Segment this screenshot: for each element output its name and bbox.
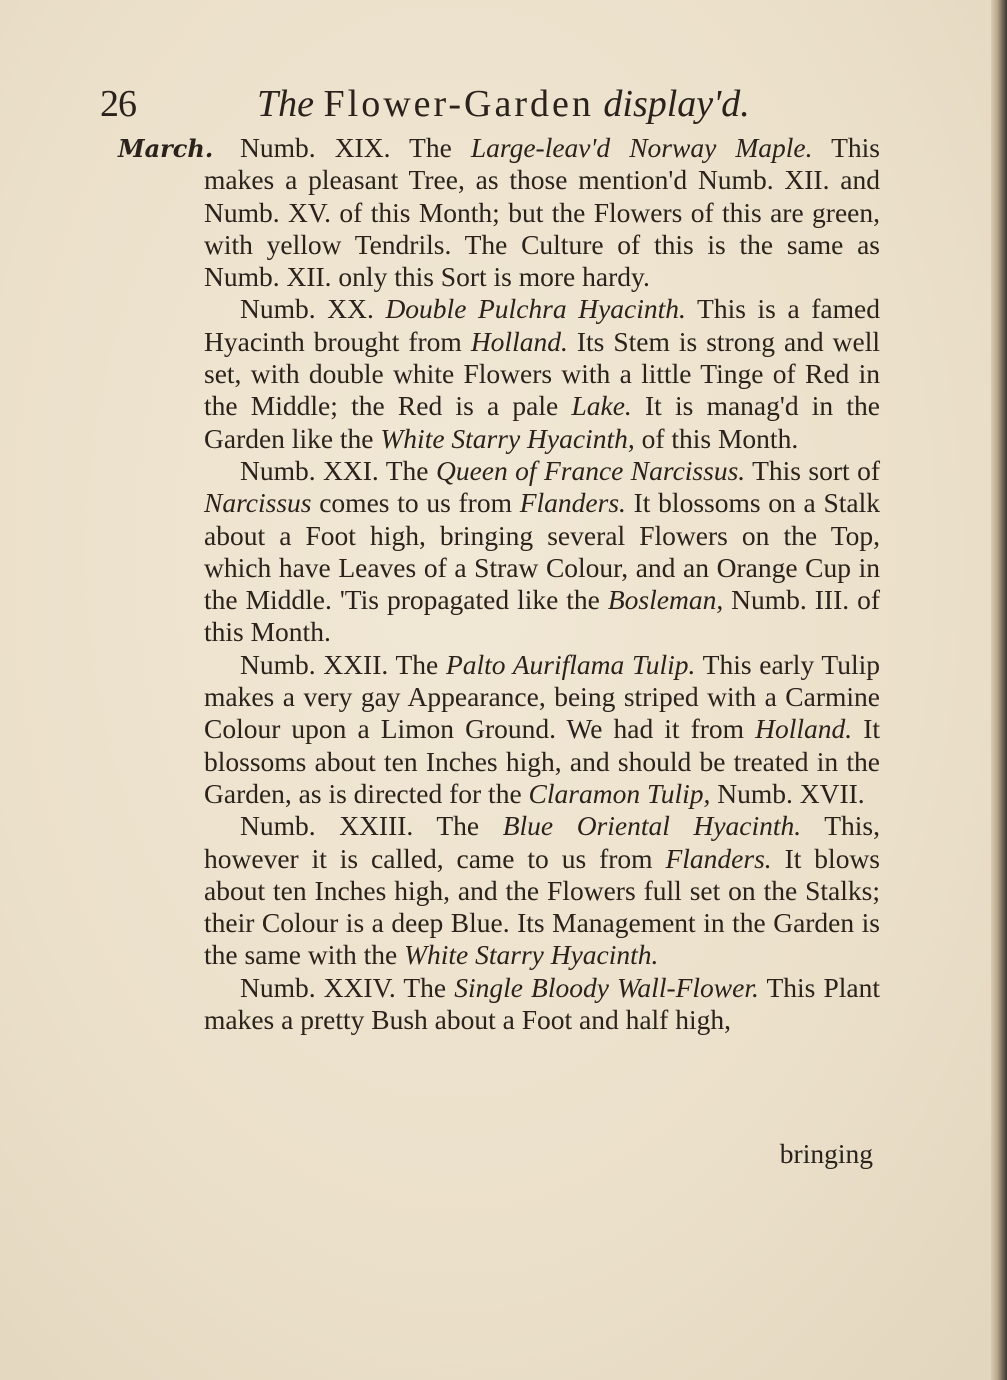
reference-name: Bosleman, [607,584,724,616]
margin-note-month: March. [118,134,214,163]
entry-number: Numb. XXIV. [240,971,396,1003]
entry-article: The [385,454,429,486]
title-pre: The [257,83,314,125]
entry-paragraph [204,132,880,293]
entry-number: Numb. XX. [240,293,374,325]
entry-text: This early Tulip makes a very gay Appearance, being striped with a Carmine Colour upon a Limon Ground. We had it from [204,648,881,745]
plant-name: Large-leav'd Norway Maple. [470,132,813,163]
entry-paragraph [204,455,880,649]
entry-text: Numb. III. of this Month. [204,584,880,648]
entry-article: The [409,132,452,163]
place-name: Holland. [755,713,853,745]
reference-name: White Starry Hyacinth, [380,422,635,454]
page-number: 26 [100,83,136,125]
running-header [100,78,870,130]
entry-text: This, however it is called, came to us from [204,810,880,874]
plant-name: Single Bloody Wall-Flower. [454,971,759,1003]
entry-text: This is a famed Hyacinth brought from [204,293,880,357]
entry-number: Numb. XIX. [240,132,391,163]
running-title [257,82,750,126]
reference-name: Claramon Tulip, [528,777,711,809]
entry-text: It blows about ten Inches high, and the Flowers full set on the Stalks; their Colour is a deep Blue. Its Management in the Garden is the same with the [204,842,881,971]
catchword: bringing [779,1138,873,1169]
entry-text: This makes a pleasant Tree, as those mention'd Numb. XII. and Numb. XV. of this Month; but the Flowers of this are green, with yellow Tendrils. The Culture of this is the same as Numb. XII. only this Sort is more hardy. [204,132,880,293]
entry-text: This sort of [752,454,880,486]
entry-paragraph [204,972,880,1037]
entry-paragraph [204,293,880,454]
place-name: Flanders. [665,842,772,874]
entry-article: The [436,810,480,842]
plant-name: Palto Auriflama Tulip. [445,648,696,680]
title-post: display'd. [603,83,750,125]
entry-text: of this Month. [641,422,799,454]
entry-text: It blossoms about ten Inches high, and should be treated in the Garden, as is directed for the [204,713,880,809]
entry-text: It is manag'd in the Garden like the [204,390,880,454]
plant-name: Queen of France Narcissus. [435,454,746,486]
title-main: Flower-Garden [323,83,594,125]
place-name: Holland. [470,325,568,357]
entry-article: The [403,971,447,1003]
genus-name: Narcissus [204,487,312,519]
plant-name: Blue Oriental Hyacinth. [502,810,802,842]
entry-paragraph [204,649,880,810]
entry-text: Its Stem is strong and well set, with double white Flowers with a little Tinge of Red in the Middle; the Red is a pale [204,325,880,422]
entry-number: Numb. XXIII. [240,810,414,842]
plant-name: Double Pulchra Hyacinth. [385,293,686,325]
entry-text: Numb. XVII. [717,777,865,809]
page-binding-edge [991,0,1007,1380]
place-name: Flanders. [519,487,626,519]
entry-article: The [395,648,439,680]
entry-number: Numb. XXI. [240,454,379,486]
entry-text: It blossoms on a Stalk about a Foot high, bringing several Flowers on the Top, which have Leaves of a Straw Colour, and an Orange Cup in the Middle. 'Tis propagated like the [204,487,880,616]
colour-name: Lake. [571,390,632,422]
reference-name: White Starry Hyacinth. [404,939,659,971]
entry-text: This Plant makes a pretty Bush about a Foot and half high, [204,971,880,1036]
entry-paragraph [204,810,880,971]
body-text [204,132,880,1036]
entry-text: comes to us from [319,487,512,519]
entry-number: Numb. XXII. [240,648,389,680]
